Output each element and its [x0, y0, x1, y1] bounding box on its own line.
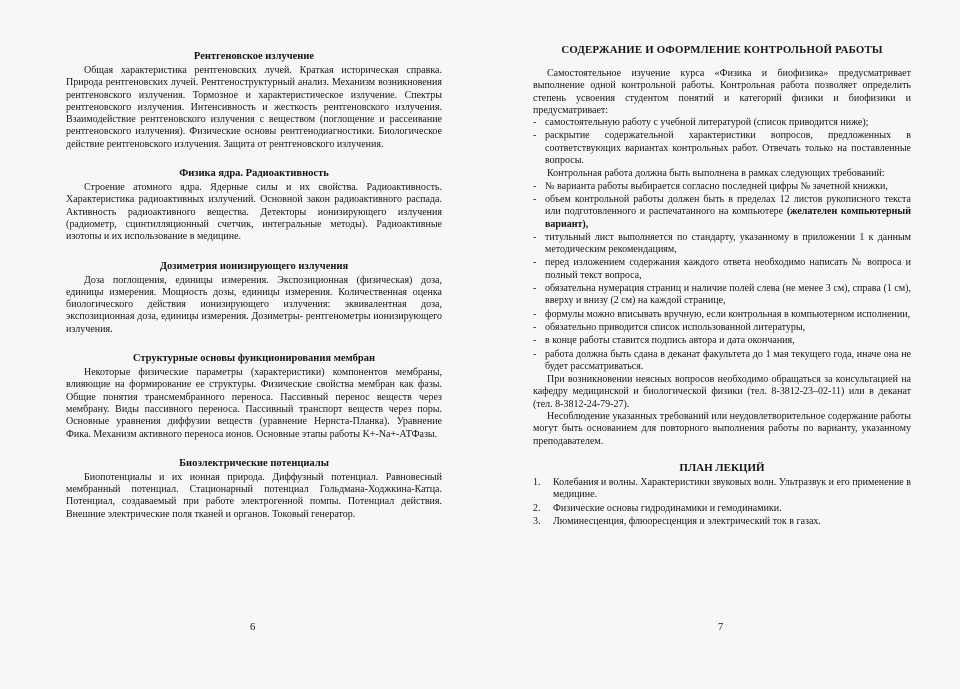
intro-list [533, 117, 911, 167]
list-item: - самостоятельную работу с учебной литературой (список приводится ниже); [533, 117, 869, 129]
section-title: Дозиметрия ионизирующего излучения [159, 260, 349, 272]
intro-paragraph: Самостоятельное изучение курса «Физика и биофизика» предусматривает выполнение одной контрольной работы. Контрольная работа позволяет определить степень усвоения студентом понятий и категорий физики и биофизики и предусматривает: [533, 68, 911, 116]
list-item: - перед изложением содержания каждого ответа необходимо написать № вопроса и полный текст вопроса, [533, 257, 911, 281]
list-item: 3. Люминесценция, флюоресценция и электрический ток в газах. [533, 515, 821, 527]
section-nuclear-physics [66, 167, 442, 243]
section-title: Рентгеновское излучение [193, 51, 315, 62]
section-xray [66, 50, 442, 151]
list-item: - объем контрольной работы должен быть в пределах 12 листов рукописного текста или подготовленного и распечатанного на компьютере (желателен компьютерный вариант), [533, 193, 911, 230]
right-page-content [533, 44, 911, 529]
section-membranes [66, 352, 442, 441]
right-page [480, 0, 960, 689]
warning-paragraph: Несоблюдение указанных требований или неудовлетворительное содержание работы могут быть основанием для повторного выполнения работы по варианту, указанному преподавателем. [533, 411, 911, 447]
list-item: - обязательна нумерация страниц и наличие полей слева (не менее 3 см), справа (1 см), вверху и внизу (2 см) на каждой странице, [533, 283, 911, 307]
page-number: 6 [250, 622, 256, 633]
section-body: Общая характеристика рентгеновских лучей. Краткая историческая справка. Природа рентгеновских лучей. Рентгеноструктурный анализ. Механизм возникновения рентгеновского излучения. Тормозное и характеристическое излучение. Спектры рентгеновского излучения. Интенсивность и жесткость рентгеновского излучения. Взаимодействие рентгеновского излучения с веществом (поглощение и рассеивание рентгеновского излучения). Физические основы рентгенодиагностики. Биологическое действие рентгеновского излучения. Защита от рентгеновского излучения. [66, 65, 442, 150]
section-title: Физика ядра. Радиоактивность [179, 168, 329, 180]
left-page-content [66, 50, 442, 537]
list-item: - работа должна быть сдана в деканат факультета до 1 мая текущего года, иначе она не будет рассматриваться. [533, 348, 911, 372]
requirements-list [533, 181, 911, 373]
section-title: Биоэлектрические потенциалы [179, 457, 329, 469]
contact-paragraph: При возникновении неясных вопросов необходимо обращаться за консультацией на кафедру медицинской и биологической физики (тел. 8-3812-23–02-11) или в деканат (тел. 8-3812-24-79-27). [533, 374, 911, 410]
section-body: Биопотенциалы и их ионная природа. Диффузный потенциал. Равновесный мембранный потенциал. Стационарный потенциал Гольдмана-Ходжкина-Катца. Потенциал, создаваемый при работе электрогенной помпы. Потенциал действия. Внешние электрические поля тканей и органов. Токовый генератор. [66, 471, 442, 520]
section-body: Доза поглощения, единицы измерения. Экспозиционная (физическая) доза, единицы измерения. Мощность дозы, единицы измерения. Количественная оценка биологического действия ионизирующего излучения: эквивалентная доза, экспозиционная доза, единицы измерения. Дозиметры- рентгенометры ионизирующего излучения. [66, 274, 442, 335]
list-item: - в конце работы ставится подпись автора и дата окончания, [533, 335, 795, 347]
section-body: Строение атомного ядра. Ядерные силы и их свойства. Радиоактивность. Характеристика радиоактивных излучений. Основной закон радиоактивного распада. Активность радиоактивного вещества. Детекторы ионизирующего излучения (радиометр, сцинтилляционный счетчик, интегральные методы). Радиоактивные изотопы и их использование в медицине. [66, 182, 442, 243]
list-item: 1. Колебания и волны. Характеристики звуковых волн. Ультразвук и его применение в медицине. [533, 476, 911, 501]
list-item: - титульный лист выполняется по стандарту, указанному в приложении 1 к данным методическим рекомендациям, [533, 231, 911, 256]
requirements-intro: Контрольная работа должна быть выполнена в рамках следующих требований: [547, 168, 885, 180]
page-title: СОДЕРЖАНИЕ И ОФОРМЛЕНИЕ КОНТРОЛЬНОЙ РАБОТЫ [561, 44, 883, 56]
emphasis-text: (желателен компьютерный вариант), [545, 206, 911, 230]
list-item: - формулы можно вписывать вручную, если контрольная в компьютерном исполнении, [533, 308, 911, 320]
section-dosimetry [66, 260, 442, 336]
plan-title: ПЛАН ЛЕКЦИЙ [679, 461, 765, 474]
list-item: 2. Физические основы гидродинамики и гемодинамики. [533, 502, 782, 514]
section-body: Некоторые физические параметры (характеристики) компонентов мембраны, влияющие на формирование ее структуры. Физические свойства мембран как фазы. Общие понятия трансмембранного переноса. Пассивный перенос веществ через мембрану. Виды пассивного переноса. Пассивный транспорт веществ через поры. Основные уравнения диффузии веществ (уравнение Нернста-Планка). Уравнение Фика. Механизм активного переноса ионов. Основные этапы работы K+-Na+-АТФазы. [66, 367, 442, 440]
list-item: - обязательно приводится список использованной литературы, [533, 321, 806, 333]
list-item: - раскрытие содержательной характеристики вопросов, предложенных в соответствующих вариантах контрольных работ. Отвечать только на поставленные вопросы. [533, 130, 911, 167]
page-number: 7 [718, 622, 724, 633]
lecture-plan-list [533, 477, 911, 528]
list-item: - № варианта работы выбирается согласно последней цифры № зачетной книжки, [533, 180, 888, 192]
section-title: Структурные основы функционирования мембран [132, 353, 376, 365]
section-biopotentials [66, 457, 442, 521]
